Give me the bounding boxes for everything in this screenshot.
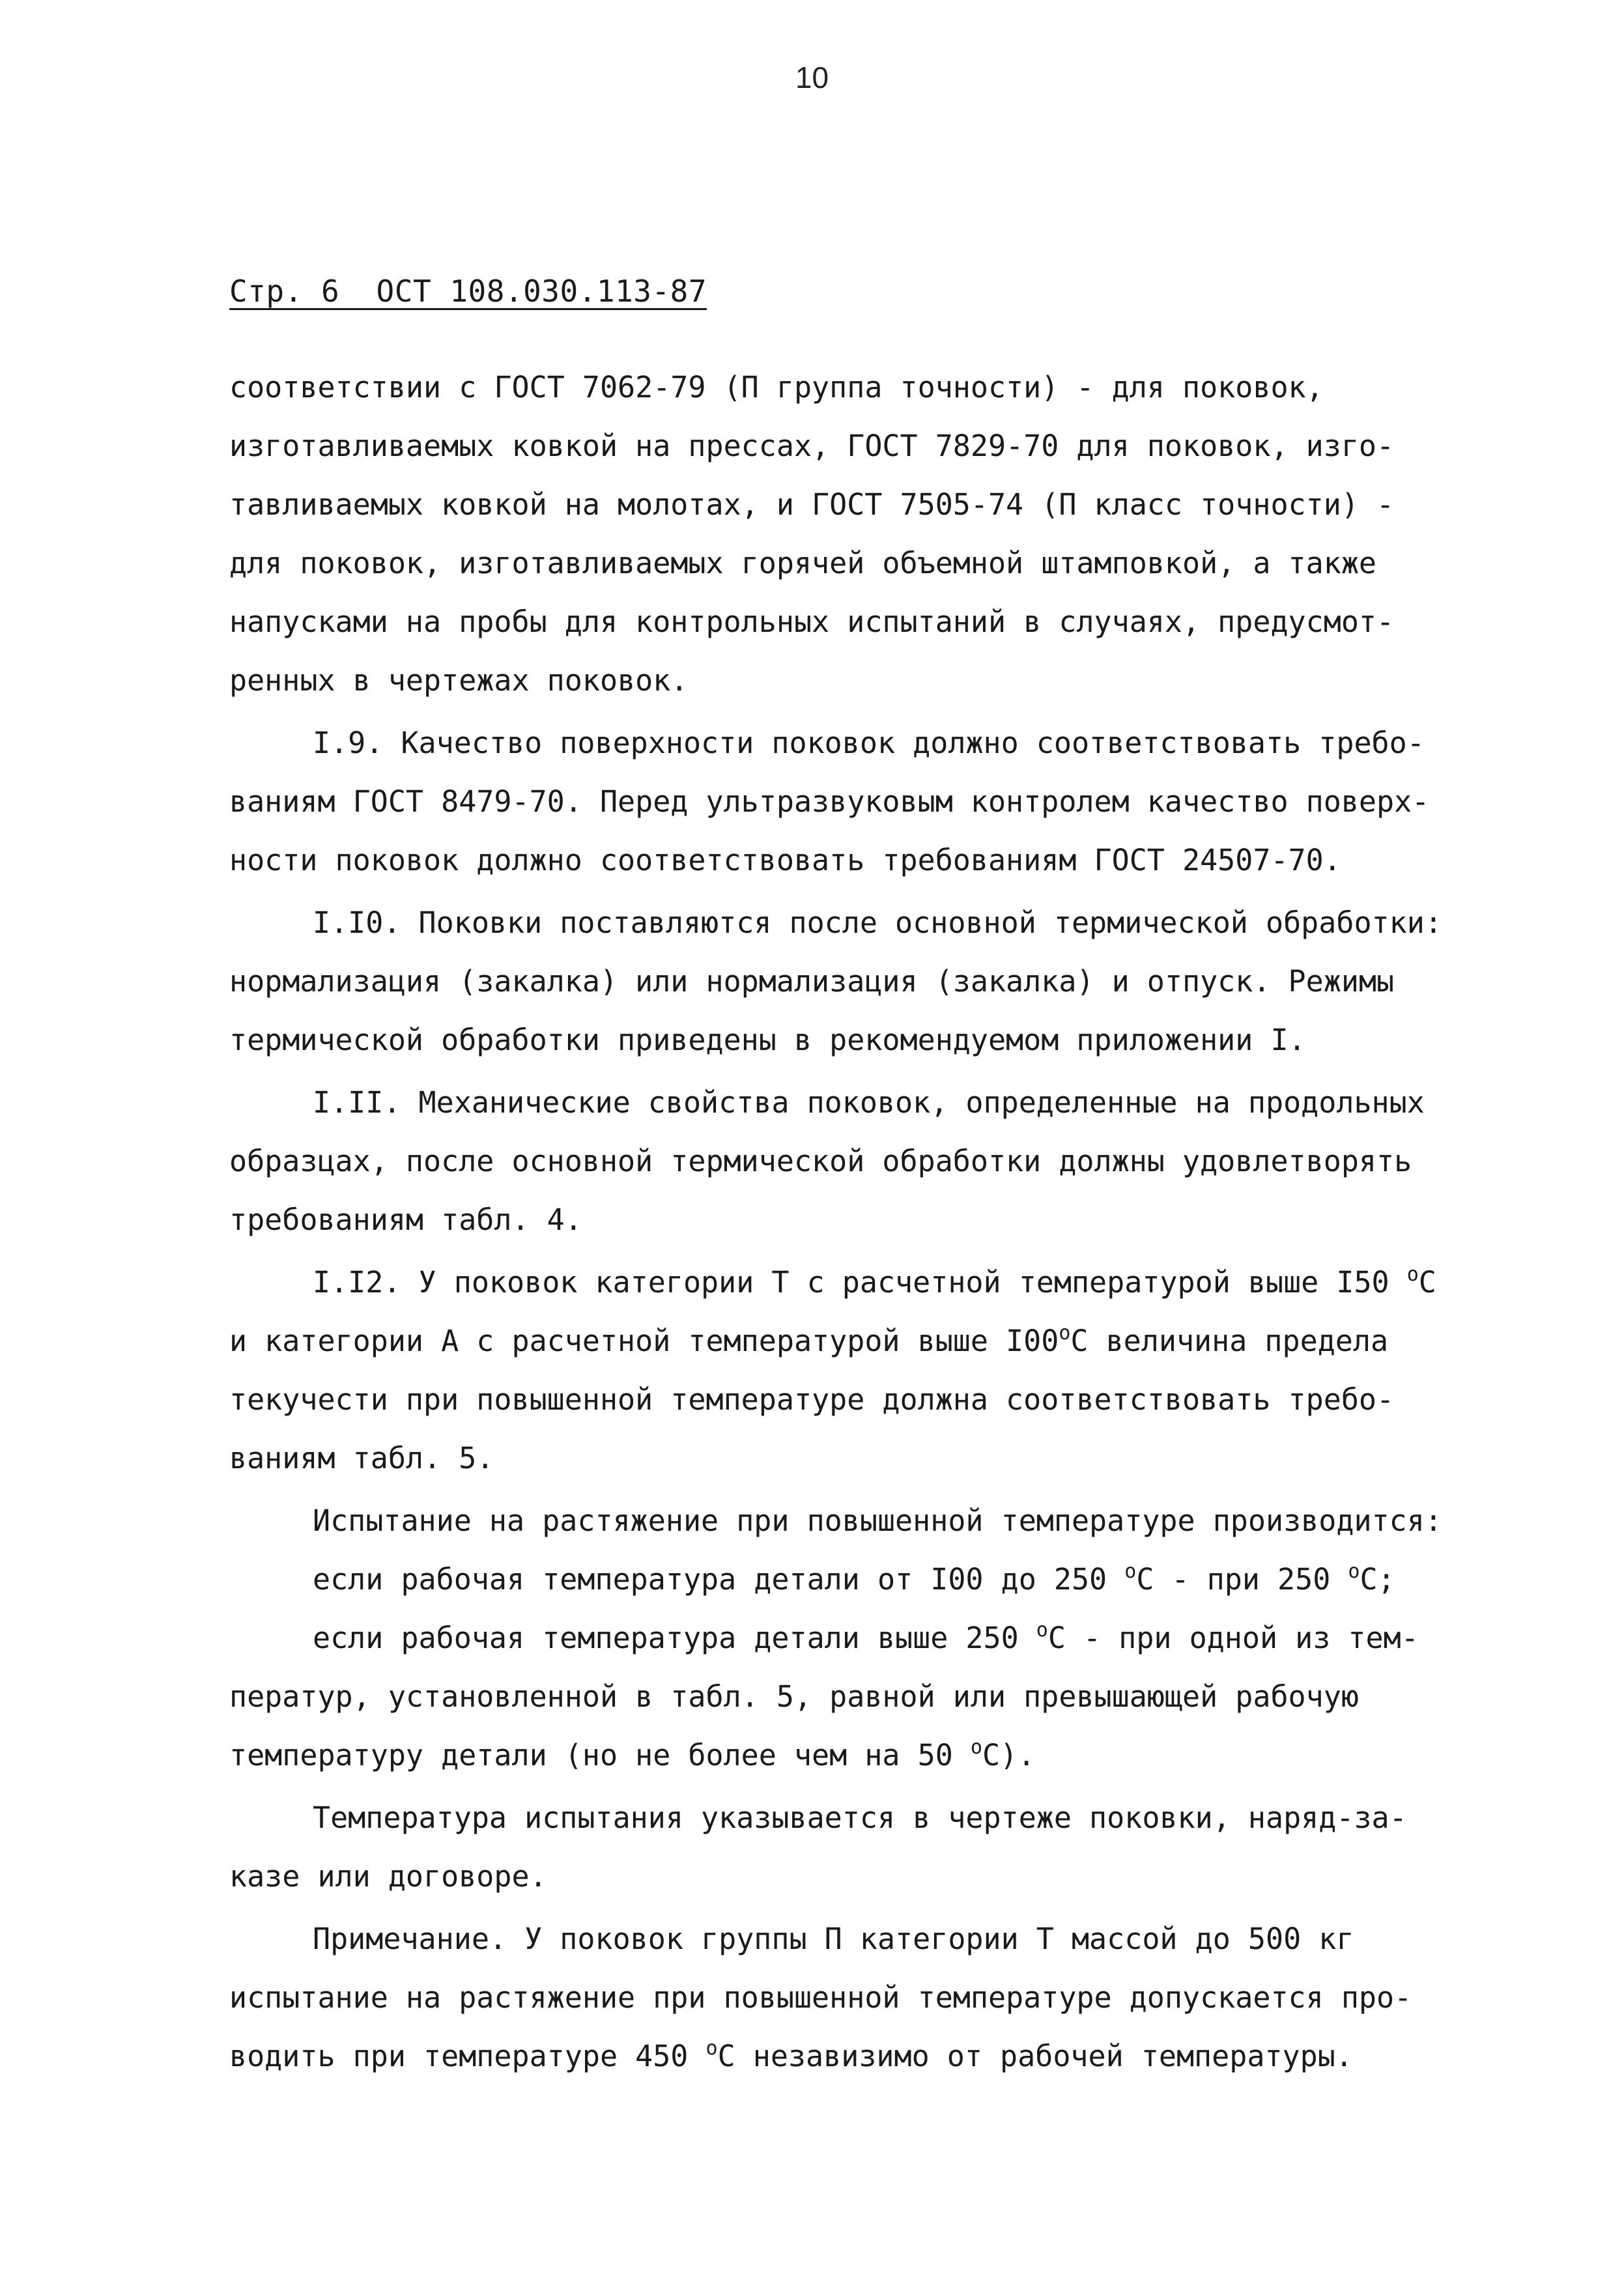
- text-line: температуру детали (но не более чем на 50 $^o$С).: [229, 1736, 1036, 1772]
- text-line: ности поковок должно соответствовать требованиям ГОСТ 24507-70.: [229, 843, 1341, 877]
- text-line: термической обработки приведены в рекомендуемом приложении I.: [229, 1023, 1306, 1057]
- paragraph-1-9-start: I.9. Качество поверхности поковок должно соответствовать требо-: [313, 726, 1425, 760]
- text-line: текучести при повышенной температуре должна соответствовать требо-: [229, 1382, 1395, 1417]
- text-line: казе или договоре.: [229, 1859, 547, 1894]
- text-line: испытание на растяжение при повышенной температуре допускается про-: [229, 1980, 1412, 2015]
- paragraph-1-12-start: I.I2. У поковок категории Т с расчетной температурой выше I50 $^o$С: [313, 1263, 1436, 1300]
- note-paragraph-start: Примечание. У поковок группы П категории Т массой до 500 кг: [313, 1922, 1354, 1956]
- text-line: водить при температуре 450 $^o$С незавизимо от рабочей температуры.: [229, 2037, 1353, 2073]
- paragraph-1-10-start: I.I0. Поковки поставляются после основной термической обработки:: [313, 905, 1442, 940]
- paragraph-1-11-start: I.II. Механические свойства поковок, определенные на продольных: [313, 1085, 1425, 1120]
- text-line: соответствии с ГОСТ 7062-79 (П группа точности) - для поковок,: [229, 370, 1324, 405]
- document-body: [229, 358, 1467, 2086]
- text-line: требованиям табл. 4.: [229, 1202, 582, 1237]
- page-number: 10: [795, 61, 829, 94]
- text-line: ренных в чертежах поковок.: [229, 663, 689, 698]
- text-line: и категории А с расчетной температурой выше I00$^o$С величина предела: [229, 1322, 1389, 1358]
- text-line: ваниям ГОСТ 8479-70. Перед ультразвуковым контролем качество поверх-: [229, 784, 1430, 819]
- text-line: если рабочая температура детали выше 250 $^o$С - при одной из тем-: [313, 1619, 1419, 1655]
- text-line: ператур, установленной в табл. 5, равной или превышающей рабочую: [229, 1679, 1359, 1714]
- text-line: тавливаемых ковкой на молотах, и ГОСТ 7505-74 (П класс точности) -: [229, 487, 1395, 522]
- document-header: Стр. 6 ОСТ 108.030.113-87: [229, 274, 707, 309]
- temperature-paragraph-start: Температура испытания указывается в чертеже поковки, наряд-за-: [313, 1800, 1407, 1835]
- text-line: ваниям табл. 5.: [229, 1441, 494, 1475]
- text-line: изготавливаемых ковкой на прессах, ГОСТ 7829-70 для поковок, изго-: [229, 429, 1395, 463]
- text-line: напусками на пробы для контрольных испытаний в случаях, предусмот-: [229, 604, 1395, 639]
- text-line: для поковок, изготавливаемых горячей объемной штамповкой, а также: [229, 546, 1376, 580]
- text-line: если рабочая температура детали от I00 до 250 $^o$С - при 250 $^o$С;: [313, 1560, 1395, 1597]
- test-paragraph-start: Испытание на растяжение при повышенной температуре производится:: [313, 1503, 1442, 1538]
- text-line: нормализация (закалка) или нормализация (закалка) и отпуск. Режимы: [229, 964, 1395, 999]
- text-line: образцах, после основной термической обработки должны удовлетворять: [229, 1144, 1412, 1178]
